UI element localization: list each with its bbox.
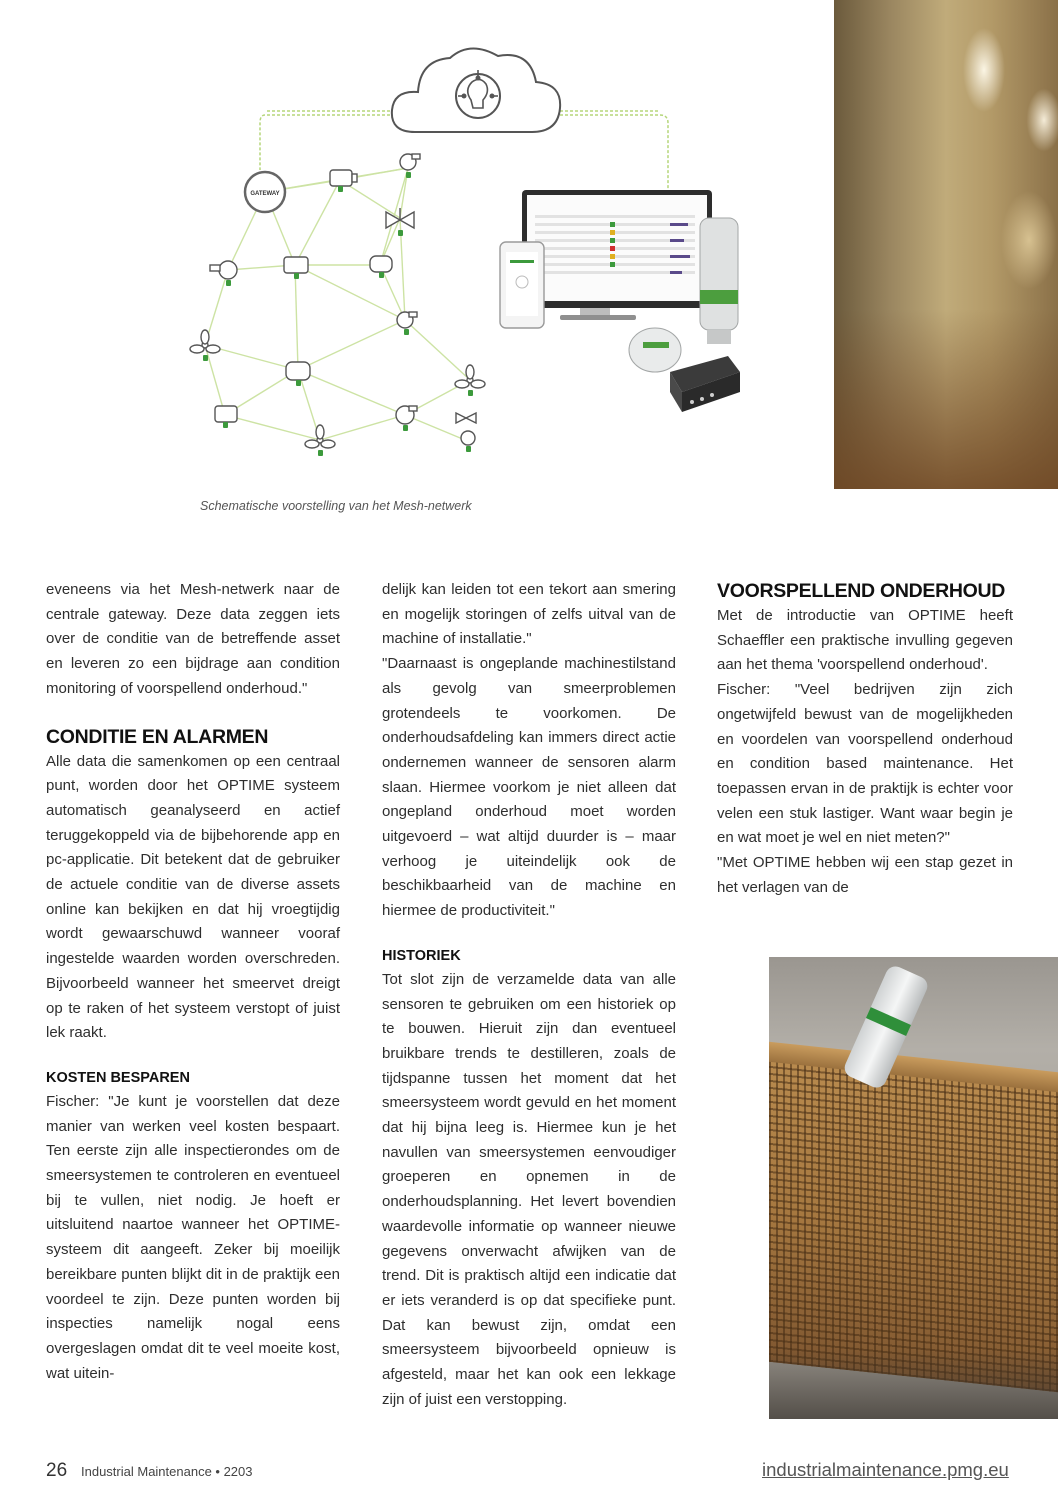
header-photo-blurred-interior [834, 0, 1058, 489]
text-column-1 [46, 578, 340, 1386]
paragraph: Tot slot zijn de verzamelde data van alle sensoren te gebruiken om een historiek op te bouwen. Hieruit zijn dan eventueel bruikbare trends te destilleren, zoals de tijdspanne tussen het moment dat het smeersysteem wordt gevuld en het moment dat hij bijna leeg is. Hiermee kun je het navullen van smeersystemen eenvoudiger groeperen en opnemen in de onderhoudsplanning. Het levert bovendien waardevolle informatie op wanneer nieuwe gegevens onverwacht afwijken van de trend. Dit is praktisch altijd een indicatie dat er iets veranderd is op dat specifieke punt. Dat kan bewust zijn, omdat een smeersysteem bijvoorbeeld opnieuw is afgesteld, maar het kan ook een lekkage zijn of juist een verstopping. [382, 970, 676, 1408]
subheading-kosten: KOSTEN BESPAREN [46, 1069, 190, 1086]
machine-grille [769, 1062, 1058, 1392]
cloud-icon [392, 48, 560, 132]
paragraph: Fischer: "Je kunt je voorstellen dat deze manier van werken veel kosten bespaart. Ten eerste zijn alle inspectierondes om de smeersystemen te controleren en eventueel bij te vullen, niet nodig. Je hoeft er uitsluitend naartoe wanneer het OPTIME-systeem dit aangeeft. Zeker bij moeilijk bereikbare punten blijkt dit in de praktijk een voordeel te zijn. Deze punten worden bij inspecties namelijk nogal eens overgeslagen omdat dit te veel moeite kost, wat uitein- [46, 1092, 340, 1382]
gateway-box-device [670, 356, 740, 412]
section-heading-conditie: CONDITIE EN ALARMEN [46, 725, 269, 748]
mesh-network-diagram [180, 20, 740, 490]
asset-nodes [190, 154, 485, 448]
smartphone-device [500, 242, 544, 328]
pump-icon [400, 154, 420, 170]
pump-icon [210, 261, 237, 279]
monitor-device [522, 190, 712, 320]
section-heading-voorspellend: VOORSPELLEND ONDERHOUD [717, 580, 1006, 602]
figure-caption: Schematische voorstelling van het Mesh-netwerk [200, 499, 472, 513]
mesh-network-svg [180, 20, 740, 490]
text-column-2 [382, 578, 676, 1413]
gateway-label: GATEWAY [250, 191, 280, 197]
mesh-links [205, 168, 470, 440]
sensor-markers [203, 172, 473, 456]
motor-icon [215, 406, 237, 422]
publication-info: Industrial Maintenance • 2203 [81, 1464, 253, 1479]
subheading-historiek: HISTORIEK [382, 947, 461, 964]
tank-icon [370, 256, 392, 272]
paragraph: Alle data die samenkomen op een centraal punt, worden door het OPTIME systeem automatisch geanalyseerd en actief teruggekoppeld via de bijbehorende app en pc-applicatie. Dit betekent dat de gebruiker de actuele conditie van de diverse assets online kan bekijken en dat hij vroegtijdig wordt gewaarschuwd wanneer vooraf ingestelde waarden worden overschreden. Bijvoorbeeld wanneer het smeervet dreigt op te raken of het systeem verstopt of juist lek raakt. [46, 752, 340, 1042]
paragraph: Fischer: "Veel bedrijven zijn zich ongetwijfeld bewust van de mogelijkheden en voordelen van voorspellend onderhoud en condition based maintenance. Het toepassen ervan in de praktijk is echter voor velen een stuk lastiger. Want waar begin je en wat moet je wel en niet meten?" [717, 681, 1013, 847]
lubricator-device [700, 218, 738, 344]
photo-lubricator-on-machine [769, 957, 1058, 1419]
pump-icon [396, 406, 417, 424]
valve-icon [456, 413, 476, 445]
paragraph: Met de introductie van OPTIME heeft Schaeffler een praktische invulling gegeven aan het thema 'voorspellend onderhoud'. [717, 607, 1013, 674]
paragraph: delijk kan leiden tot een tekort aan smering en mogelijk storingen of zelfs uitval van de machine of installatie." [382, 581, 676, 648]
lubricator-device [629, 328, 681, 372]
website-link[interactable]: industrialmaintenance.pmg.eu [762, 1459, 1009, 1480]
paragraph: eveneens via het Mesh-netwerk naar de centrale gateway. Deze data zeggen iets over de conditie van de betreffende asset en leveren zo een bijdrage aan condition monitoring of voorspellend onderhoud." [46, 581, 340, 697]
paragraph: "Daarnaast is ongeplande machinestilstand als gevolg van smeerproblemen grotendeels te voorkomen. De onderhoudsafdeling kan immers direct actie ondernemen wanneer de sensoren alarm slaan. Hiermee voorkom je niet alleen dat ongepland onderhoud moet worden uitgevoerd – wat altijd duurder is – maar verhoog je uiteindelijk ook de beschikbaarheid van de machine en hiermee de productiviteit." [382, 655, 676, 920]
gateway-node [245, 172, 285, 212]
fan-icon [455, 365, 485, 388]
tank-icon [286, 362, 310, 380]
motor-icon [284, 257, 308, 273]
fan-icon [190, 330, 220, 353]
page-number: 26 [46, 1460, 68, 1481]
pump-icon [397, 312, 417, 328]
motor-icon [330, 170, 357, 186]
text-column-3 [717, 578, 1013, 900]
paragraph: "Met OPTIME hebben wij een stap gezet in het verlagen van de [717, 854, 1013, 896]
